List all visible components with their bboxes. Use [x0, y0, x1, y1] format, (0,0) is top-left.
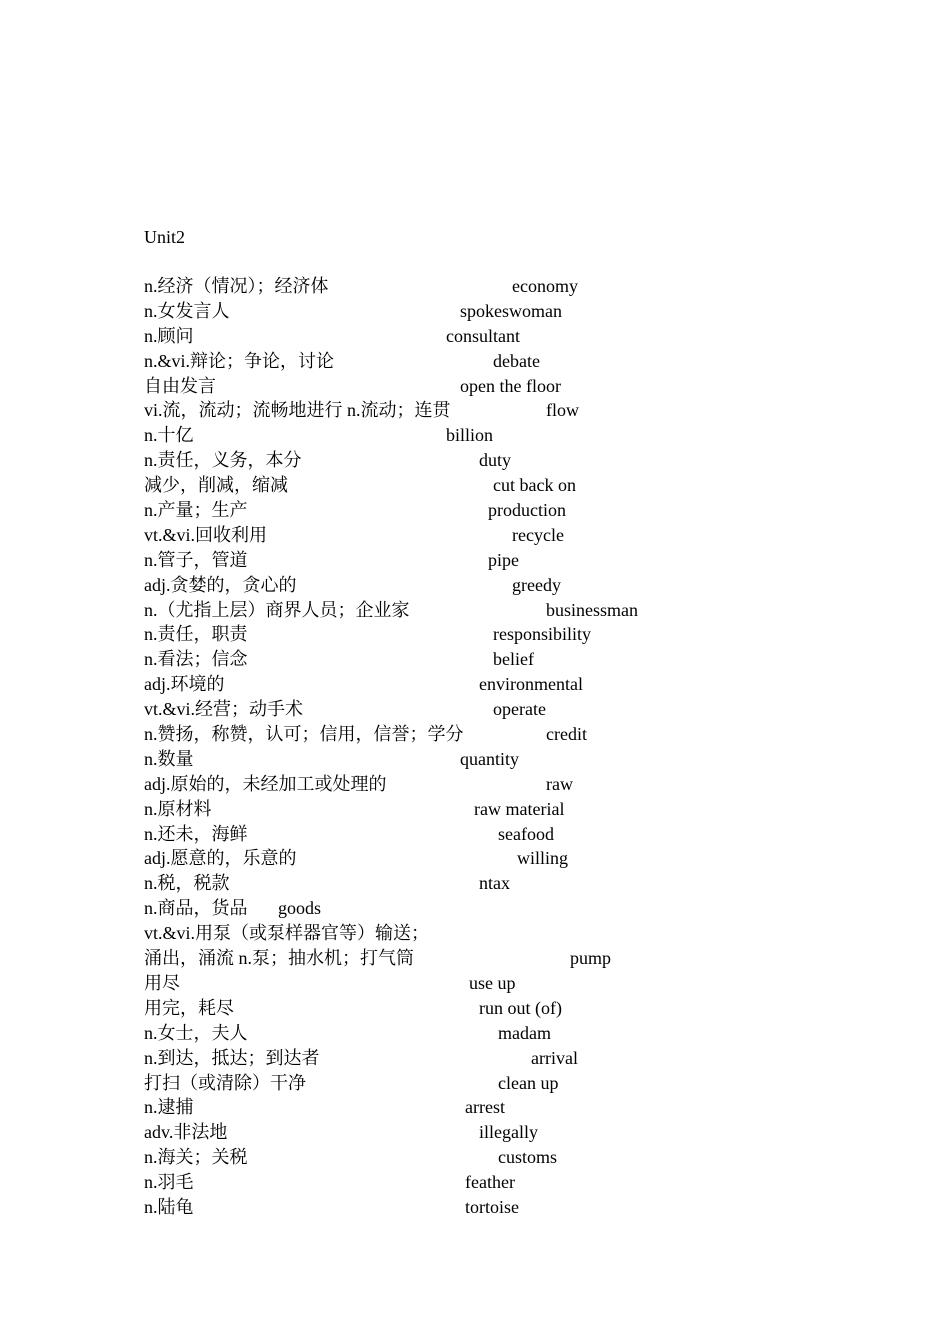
vocab-row	[144, 375, 844, 400]
vocab-row	[144, 798, 844, 823]
vocab-row	[144, 773, 844, 798]
english-term: credit	[546, 724, 587, 745]
chinese-definition: adj.环境的	[144, 674, 225, 695]
chinese-definition: n.（尤指上层）商界人员；企业家	[144, 599, 410, 620]
chinese-definition: n.责任，义务，本分	[144, 450, 302, 471]
vocab-row	[144, 449, 844, 474]
chinese-definition: n.逮捕	[144, 1097, 194, 1118]
vocab-row	[144, 972, 844, 997]
english-term: responsibility	[493, 624, 591, 645]
vocab-row	[144, 1022, 844, 1047]
chinese-definition: n.羽毛	[144, 1172, 194, 1193]
vocab-row	[144, 1072, 844, 1097]
vocab-row	[144, 300, 844, 325]
vocab-row	[144, 872, 844, 897]
chinese-definition: adj.愿意的，乐意的	[144, 848, 297, 869]
english-term: customs	[498, 1147, 558, 1168]
vocab-row	[144, 474, 844, 499]
chinese-definition: vt.&vi.经营；动手术	[144, 699, 304, 720]
vocab-row	[144, 524, 844, 549]
vocab-row	[144, 325, 844, 350]
vocab-row	[144, 823, 844, 848]
vocab-row	[144, 1121, 844, 1146]
english-term: ntax	[479, 873, 510, 894]
vocab-row	[144, 947, 844, 972]
english-term: illegally	[479, 1122, 538, 1143]
chinese-definition: n.&vi.辩论；争论，讨论	[144, 350, 335, 371]
english-term: operate	[493, 699, 546, 720]
vocab-row	[144, 673, 844, 698]
vocab-row	[144, 1171, 844, 1196]
chinese-definition: n.到达，抵达；到达者	[144, 1047, 320, 1068]
english-term: consultant	[446, 325, 520, 346]
chinese-definition: n.管子，管道	[144, 549, 248, 570]
english-term: tortoise	[465, 1196, 519, 1217]
vocab-row	[144, 997, 844, 1022]
vocab-row	[144, 1047, 844, 1072]
chinese-definition: 自由发言	[144, 375, 216, 396]
vocabulary-list	[144, 275, 844, 1221]
english-term: willing	[517, 848, 569, 869]
vocab-row	[144, 574, 844, 599]
chinese-definition: n.责任，职责	[144, 624, 248, 645]
chinese-definition: n.产量；生产	[144, 500, 248, 521]
vocab-row	[144, 549, 844, 574]
chinese-definition: n.原材料	[144, 798, 212, 819]
english-term: quantity	[460, 748, 519, 769]
chinese-definition: n.十亿	[144, 425, 194, 446]
english-term: goods	[278, 898, 322, 919]
english-term: recycle	[512, 524, 564, 545]
english-term: debate	[493, 350, 540, 371]
english-term: businessman	[546, 599, 638, 620]
vocab-row	[144, 847, 844, 872]
english-term: pump	[570, 948, 612, 969]
vocab-row	[144, 723, 844, 748]
chinese-definition: n.看法；信念	[144, 649, 248, 670]
english-term: arrival	[531, 1047, 578, 1068]
vocab-row	[144, 1146, 844, 1171]
unit-title: Unit2	[144, 227, 186, 247]
chinese-definition: n.海关；关税	[144, 1147, 248, 1168]
english-term: spokeswoman	[460, 300, 562, 321]
vocab-row	[144, 499, 844, 524]
english-term: madam	[498, 1022, 551, 1043]
english-term: pipe	[488, 549, 519, 570]
chinese-definition: vt.&vi.回收利用	[144, 524, 268, 545]
english-term: clean up	[498, 1072, 559, 1093]
english-term: feather	[465, 1172, 515, 1193]
chinese-definition: adj.原始的，未经加工或处理的	[144, 773, 387, 794]
english-term: arrest	[465, 1097, 505, 1118]
english-term: belief	[493, 649, 534, 670]
chinese-definition: n.女发言人	[144, 300, 230, 321]
chinese-definition: adj.贪婪的，贪心的	[144, 574, 297, 595]
english-term: flow	[546, 400, 579, 421]
vocab-row	[144, 599, 844, 624]
english-term: run out (of)	[479, 997, 562, 1018]
vocab-row	[144, 698, 844, 723]
english-term: production	[488, 500, 566, 521]
chinese-definition: 用完，耗尽	[144, 997, 234, 1018]
english-term: environmental	[479, 674, 583, 695]
chinese-definition: n.数量	[144, 748, 194, 769]
chinese-definition: n.税，税款	[144, 873, 230, 894]
english-term: billion	[446, 425, 494, 446]
vocab-row	[144, 648, 844, 673]
chinese-definition: 用尽	[144, 972, 180, 993]
english-term: duty	[479, 450, 512, 471]
chinese-definition: n.陆龟	[144, 1196, 194, 1217]
vocab-row	[144, 623, 844, 648]
english-term: raw	[546, 773, 573, 794]
english-term: raw material	[474, 798, 565, 819]
chinese-definition: vi.流，流动；流畅地进行 n.流动；连贯	[144, 400, 451, 421]
chinese-definition: adv.非法地	[144, 1122, 228, 1143]
english-term: economy	[512, 276, 578, 296]
english-term: cut back on	[493, 475, 576, 496]
chinese-definition: n.顾问	[144, 325, 194, 346]
chinese-definition: n.商品，货品	[144, 898, 248, 919]
vocab-row	[144, 399, 844, 424]
vocab-row	[144, 275, 844, 300]
chinese-definition: 减少，削减，缩减	[144, 475, 288, 496]
english-term: seafood	[498, 823, 554, 844]
english-term: greedy	[512, 574, 561, 595]
vocab-row	[144, 350, 844, 375]
chinese-definition: n.女士，夫人	[144, 1022, 248, 1043]
chinese-definition: vt.&vi.用泵（或泵样器官等）输送；	[144, 923, 430, 944]
vocab-row	[144, 922, 844, 947]
vocab-row	[144, 897, 844, 922]
chinese-definition: 打扫（或清除）干净	[144, 1072, 306, 1093]
vocab-row	[144, 424, 844, 449]
vocab-row	[144, 1096, 844, 1121]
chinese-definition: n.经济（情况）；经济体	[144, 276, 329, 296]
chinese-definition: n.还未，海鲜	[144, 823, 248, 844]
chinese-definition: 涌出，涌流 n.泵；抽水机；打气筒	[144, 948, 414, 969]
english-term: open the floor	[460, 375, 561, 396]
english-term: use up	[469, 972, 516, 993]
chinese-definition: n.赞扬，称赞，认可；信用，信誉；学分	[144, 724, 464, 745]
vocab-row	[144, 1196, 844, 1221]
vocab-row	[144, 748, 844, 773]
